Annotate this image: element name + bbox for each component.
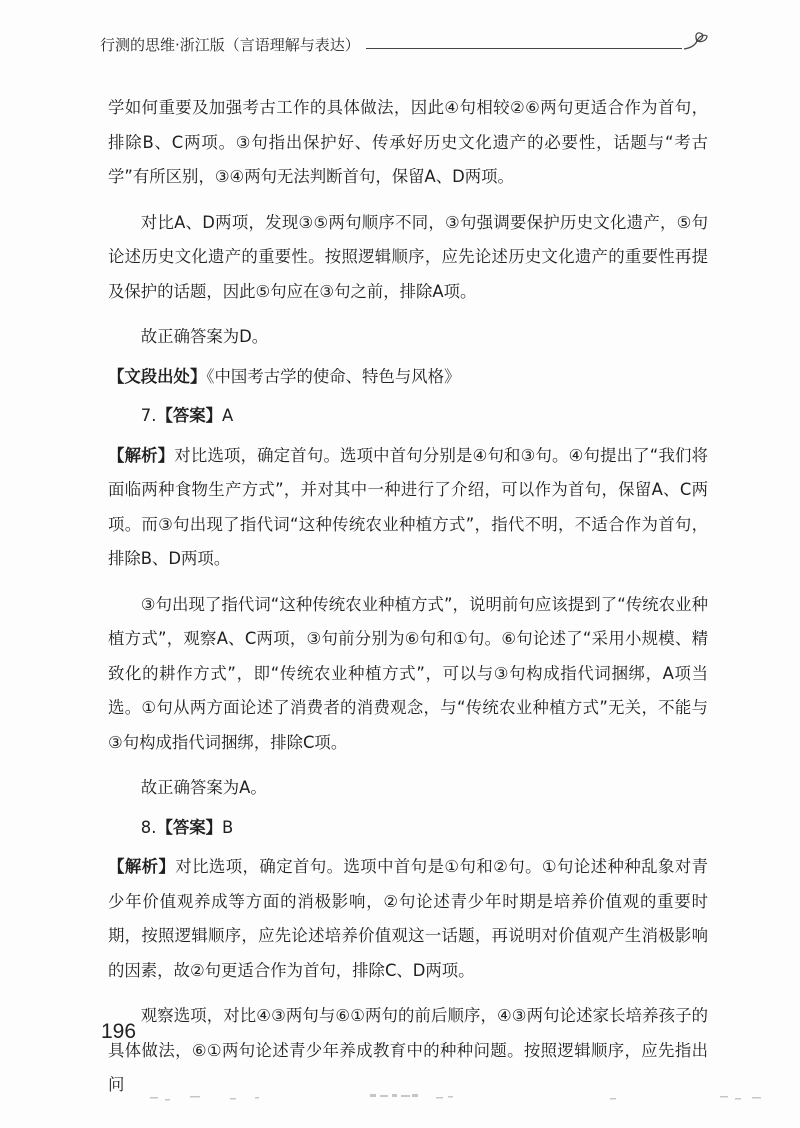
answer-value: A xyxy=(222,406,234,425)
paragraph-text: 对比A、D两项，发现③⑤两句顺序不同，③句强调要保护历史文化遗产，⑤句论述历史文化遗产的重要性。按照逻辑顺序，应先论述历史文化遗产的重要性再提及保护的话题，因此⑤句应在③句之前，排除A项。 xyxy=(108,212,708,301)
header-title: 行测的思维·浙江版（言语理解与表达） xyxy=(100,34,366,56)
answer-line-7 xyxy=(108,399,708,434)
paragraph-text: 故正确答案为A。 xyxy=(140,778,267,797)
answer-label: 【答案】 xyxy=(156,817,222,837)
paragraph-text: 对比选项，确定首句。选项中首句分别是④句和③句。④句提出了“我们将面临两种食物生产方式”，并对其中一种进行了介绍，可以作为首句，保留A、C两项。而③句出现了指代词“这种传统农业种植方式”，指代不明，不适合作为首句，排除B、D两项。 xyxy=(108,445,709,568)
question-number: 8. xyxy=(140,817,157,837)
answer-value: B xyxy=(222,817,234,837)
source-text: 《中国考古学的使命、特色与风格》 xyxy=(206,366,461,386)
paragraph-continuation xyxy=(108,91,708,195)
source-line xyxy=(108,360,708,395)
analysis-label: 【解析】 xyxy=(108,857,176,876)
paragraph xyxy=(108,588,708,761)
running-header xyxy=(100,34,710,58)
paragraph-text: ③句出现了指代词“这种传统农业种植方式”，说明前句应该提到了“传统农业种植方式”，观察A、C两项，③句前分别为⑥句和①句。⑥句论述了“采用小规模、精致化的耕作方式”，即“传统农业种植方式”，可以与③句构成指代词捆绑，A项当选。①句从两方面论述了消费者的消费观念，与“传统农业种植方式”无关，不能与③句构成指代词捆绑，排除C项。 xyxy=(108,594,708,752)
analysis-paragraph-7 xyxy=(108,439,708,577)
sprout-icon xyxy=(680,30,710,56)
answer-conclusion xyxy=(108,320,708,355)
question-number: 7. xyxy=(140,406,157,425)
analysis-label: 【解析】 xyxy=(108,445,175,465)
paragraph-text: 学如何重要及加强考古工作的具体做法，因此④句相较②⑥两句更适合作为首句，排除B、C两项。③句指出保护好、传承好历史文化遗产的必要性，话题与“考古学”有所区别，③④两句无法判断首句，保留A、D两项。 xyxy=(108,98,708,186)
paragraph xyxy=(108,206,708,310)
paragraph-text: 对比选项，确定首句。选项中首句是①句和②句。①句论述种种乱象对青少年价值观养成等方面的消极影响，②句论述青少年时期是培养价值观的重要时期，按照逻辑顺序，应先论述培养价值观这一话题，再说明对价值观产生消极影响的因素，故②句更适合作为首句，排除C、D两项。 xyxy=(108,857,708,980)
page-number: 196 xyxy=(101,1020,137,1043)
paragraph-text: 观察选项，对比④③两句与⑥①两句的前后顺序，④③两句论述家长培养孩子的具体做法，⑥①两句论述青少年养成教育中的种种问题。按照逻辑顺序，应先指出问 xyxy=(108,1006,708,1094)
body-text xyxy=(108,91,708,1114)
header-rule xyxy=(350,48,682,49)
source-label: 【文段出处】 xyxy=(108,366,207,386)
scan-noise xyxy=(0,1085,800,1115)
paragraph-text: 故正确答案为D。 xyxy=(140,327,269,346)
answer-label: 【答案】 xyxy=(156,406,222,425)
answer-conclusion xyxy=(108,771,708,806)
answer-line-8 xyxy=(108,811,708,846)
analysis-paragraph-8 xyxy=(108,850,708,988)
